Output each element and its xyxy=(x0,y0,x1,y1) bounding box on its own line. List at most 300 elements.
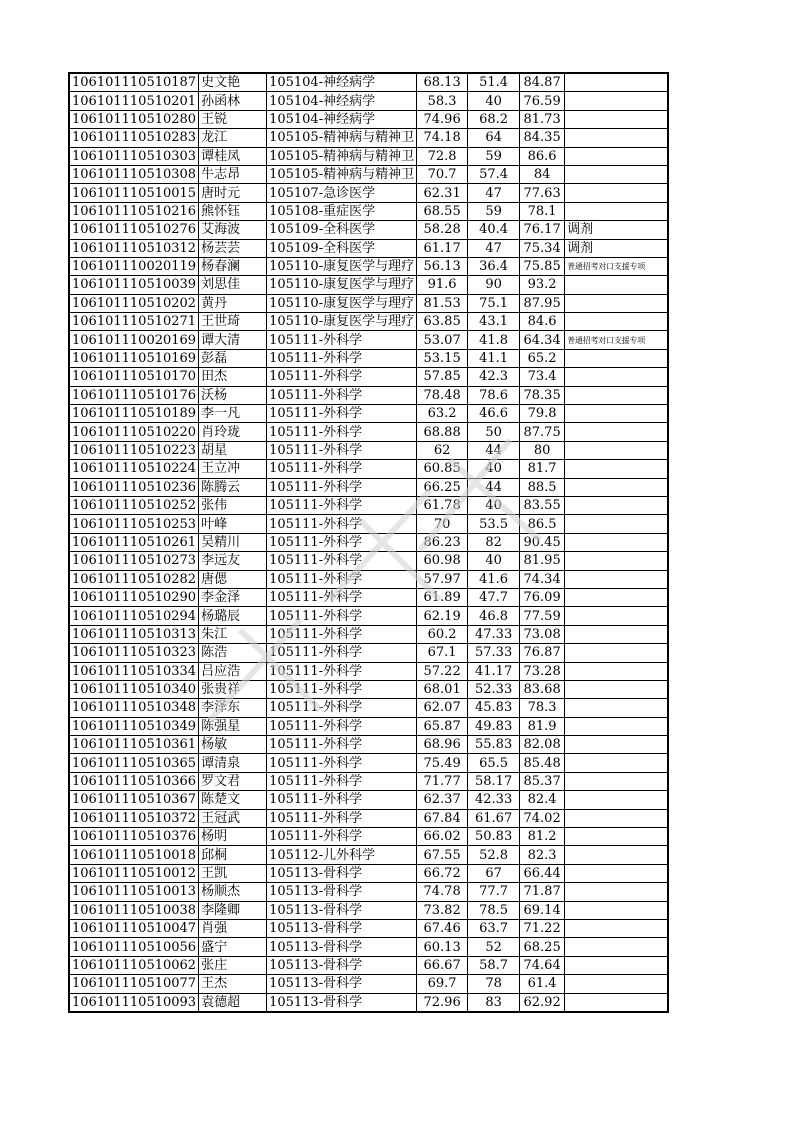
written-score-cell: 36.4 xyxy=(468,257,520,275)
major-cell: 105104-神经病学 xyxy=(267,110,417,128)
name-cell: 唐偲 xyxy=(199,570,267,588)
written-score-cell: 78.5 xyxy=(468,901,520,919)
table-row xyxy=(69,515,668,533)
exam-id-cell: 106101110510376 xyxy=(69,828,199,846)
major-cell: 105110-康复医学与理疗 xyxy=(267,294,417,312)
major-cell: 105111-外科学 xyxy=(267,496,417,514)
written-score-cell: 68.2 xyxy=(468,110,520,128)
exam-id-cell: 106101110510216 xyxy=(69,202,199,220)
table-row xyxy=(69,607,668,625)
note-cell xyxy=(565,110,668,128)
interview-score-cell: 82.3 xyxy=(520,846,565,864)
exam-id-cell: 106101110510253 xyxy=(69,515,199,533)
interview-score-cell: 86.6 xyxy=(520,147,565,165)
exam-id-cell: 106101110510047 xyxy=(69,919,199,937)
name-cell: 罗文君 xyxy=(199,772,267,790)
written-score-cell: 50.83 xyxy=(468,828,520,846)
note-cell xyxy=(565,791,668,809)
interview-score-cell: 74.02 xyxy=(520,809,565,827)
written-score-cell: 78 xyxy=(468,975,520,993)
written-score-cell: 78.6 xyxy=(468,386,520,404)
exam-id-cell: 106101110020119 xyxy=(69,257,199,275)
note-cell xyxy=(565,625,668,643)
total-score-cell: 53.07 xyxy=(417,331,468,349)
written-score-cell: 42.33 xyxy=(468,791,520,809)
note-cell xyxy=(565,478,668,496)
note-cell xyxy=(565,276,668,294)
total-score-cell: 66.02 xyxy=(417,828,468,846)
exam-id-cell: 106101110510282 xyxy=(69,570,199,588)
total-score-cell: 67.1 xyxy=(417,644,468,662)
written-score-cell: 41.17 xyxy=(468,662,520,680)
interview-score-cell: 74.34 xyxy=(520,570,565,588)
written-score-cell: 47.33 xyxy=(468,625,520,643)
score-table xyxy=(68,72,669,1013)
interview-score-cell: 64.34 xyxy=(520,331,565,349)
total-score-cell: 81.53 xyxy=(417,294,468,312)
note-cell xyxy=(565,736,668,754)
major-cell: 105111-外科学 xyxy=(267,680,417,698)
exam-id-cell: 106101110510223 xyxy=(69,441,199,459)
written-score-cell: 46.8 xyxy=(468,607,520,625)
major-cell: 105113-骨科学 xyxy=(267,919,417,937)
table-row xyxy=(69,864,668,882)
major-cell: 105104-神经病学 xyxy=(267,73,417,92)
interview-score-cell: 74.64 xyxy=(520,956,565,974)
name-cell: 杨明 xyxy=(199,828,267,846)
written-score-cell: 41.1 xyxy=(468,349,520,367)
name-cell: 沃杨 xyxy=(199,386,267,404)
name-cell: 朱江 xyxy=(199,625,267,643)
major-cell: 105111-外科学 xyxy=(267,717,417,735)
written-score-cell: 53.5 xyxy=(468,515,520,533)
note-cell xyxy=(565,441,668,459)
interview-score-cell: 73.08 xyxy=(520,625,565,643)
written-score-cell: 52.33 xyxy=(468,680,520,698)
note-cell xyxy=(565,864,668,882)
interview-score-cell: 88.5 xyxy=(520,478,565,496)
total-score-cell: 61.78 xyxy=(417,496,468,514)
note-cell xyxy=(565,699,668,717)
name-cell: 谭桂凤 xyxy=(199,147,267,165)
table-row xyxy=(69,644,668,662)
note-cell xyxy=(565,975,668,993)
interview-score-cell: 82.08 xyxy=(520,736,565,754)
interview-score-cell: 90.45 xyxy=(520,533,565,551)
major-cell: 105113-骨科学 xyxy=(267,883,417,901)
name-cell: 杨春澜 xyxy=(199,257,267,275)
note-cell xyxy=(565,809,668,827)
table-row xyxy=(69,110,668,128)
major-cell: 105112-儿外科学 xyxy=(267,846,417,864)
table-row xyxy=(69,809,668,827)
note-cell: 普通招考对口支援专项 xyxy=(565,257,668,275)
interview-score-cell: 81.7 xyxy=(520,460,565,478)
written-score-cell: 57.33 xyxy=(468,644,520,662)
table-row xyxy=(69,662,668,680)
name-cell: 吕应浩 xyxy=(199,662,267,680)
note-cell xyxy=(565,368,668,386)
name-cell: 李金泽 xyxy=(199,588,267,606)
table-row xyxy=(69,165,668,183)
major-cell: 105111-外科学 xyxy=(267,736,417,754)
major-cell: 105108-重症医学 xyxy=(267,202,417,220)
name-cell: 牛志昂 xyxy=(199,165,267,183)
total-score-cell: 72.8 xyxy=(417,147,468,165)
exam-id-cell: 106101110510303 xyxy=(69,147,199,165)
written-score-cell: 90 xyxy=(468,276,520,294)
exam-id-cell: 106101110510038 xyxy=(69,901,199,919)
exam-id-cell: 106101110510283 xyxy=(69,129,199,147)
total-score-cell: 62 xyxy=(417,441,468,459)
exam-id-cell: 106101110510077 xyxy=(69,975,199,993)
major-cell: 105104-神经病学 xyxy=(267,92,417,110)
interview-score-cell: 82.4 xyxy=(520,791,565,809)
name-cell: 王立冲 xyxy=(199,460,267,478)
exam-id-cell: 106101110510261 xyxy=(69,533,199,551)
interview-score-cell: 78.3 xyxy=(520,699,565,717)
total-score-cell: 73.82 xyxy=(417,901,468,919)
name-cell: 胡星 xyxy=(199,441,267,459)
written-score-cell: 46.6 xyxy=(468,405,520,423)
note-cell xyxy=(565,552,668,570)
interview-score-cell: 81.2 xyxy=(520,828,565,846)
table-row xyxy=(69,625,668,643)
written-score-cell: 67 xyxy=(468,864,520,882)
exam-id-cell: 106101110510308 xyxy=(69,165,199,183)
note-cell xyxy=(565,202,668,220)
major-cell: 105111-外科学 xyxy=(267,570,417,588)
interview-score-cell: 65.2 xyxy=(520,349,565,367)
major-cell: 105113-骨科学 xyxy=(267,864,417,882)
major-cell: 105111-外科学 xyxy=(267,607,417,625)
written-score-cell: 64 xyxy=(468,129,520,147)
interview-score-cell: 93.2 xyxy=(520,276,565,294)
total-score-cell: 68.01 xyxy=(417,680,468,698)
name-cell: 李一凡 xyxy=(199,405,267,423)
exam-id-cell: 106101110510202 xyxy=(69,294,199,312)
interview-score-cell: 68.25 xyxy=(520,938,565,956)
table-row xyxy=(69,221,668,239)
note-cell xyxy=(565,349,668,367)
total-score-cell: 70.7 xyxy=(417,165,468,183)
total-score-cell: 62.37 xyxy=(417,791,468,809)
exam-id-cell: 106101110510276 xyxy=(69,221,199,239)
exam-id-cell: 106101110510039 xyxy=(69,276,199,294)
note-cell xyxy=(565,754,668,772)
total-score-cell: 60.85 xyxy=(417,460,468,478)
table-row xyxy=(69,680,668,698)
total-score-cell: 53.15 xyxy=(417,349,468,367)
written-score-cell: 50 xyxy=(468,423,520,441)
exam-id-cell: 106101110510290 xyxy=(69,588,199,606)
table-row xyxy=(69,993,668,1012)
written-score-cell: 44 xyxy=(468,441,520,459)
interview-score-cell: 73.4 xyxy=(520,368,565,386)
major-cell: 105105-精神病与精神卫 xyxy=(267,147,417,165)
total-score-cell: 91.6 xyxy=(417,276,468,294)
total-score-cell: 60.2 xyxy=(417,625,468,643)
written-score-cell: 41.8 xyxy=(468,331,520,349)
exam-id-cell: 106101110510273 xyxy=(69,552,199,570)
table-row xyxy=(69,184,668,202)
name-cell: 杨顺杰 xyxy=(199,883,267,901)
major-cell: 105111-外科学 xyxy=(267,588,417,606)
total-score-cell: 66.72 xyxy=(417,864,468,882)
note-cell xyxy=(565,405,668,423)
interview-score-cell: 76.17 xyxy=(520,221,565,239)
exam-id-cell: 106101110510361 xyxy=(69,736,199,754)
exam-id-cell: 106101110510201 xyxy=(69,92,199,110)
note-cell xyxy=(565,662,668,680)
interview-score-cell: 69.14 xyxy=(520,901,565,919)
exam-id-cell: 106101110510280 xyxy=(69,110,199,128)
table-row xyxy=(69,368,668,386)
table-row xyxy=(69,294,668,312)
exam-id-cell: 106101110510056 xyxy=(69,938,199,956)
note-cell xyxy=(565,956,668,974)
table-row xyxy=(69,239,668,257)
note-cell xyxy=(565,772,668,790)
written-score-cell: 55.83 xyxy=(468,736,520,754)
interview-score-cell: 83.55 xyxy=(520,496,565,514)
name-cell: 刘思佳 xyxy=(199,276,267,294)
exam-id-cell: 106101110510349 xyxy=(69,717,199,735)
name-cell: 李隆卿 xyxy=(199,901,267,919)
note-cell xyxy=(565,460,668,478)
interview-score-cell: 77.59 xyxy=(520,607,565,625)
note-cell: 调剂 xyxy=(565,221,668,239)
note-cell xyxy=(565,73,668,92)
total-score-cell: 62.07 xyxy=(417,699,468,717)
name-cell: 杨芸芸 xyxy=(199,239,267,257)
written-score-cell: 41.6 xyxy=(468,570,520,588)
major-cell: 105111-外科学 xyxy=(267,662,417,680)
table-row xyxy=(69,533,668,551)
major-cell: 105113-骨科学 xyxy=(267,938,417,956)
interview-score-cell: 84.87 xyxy=(520,73,565,92)
total-score-cell: 68.13 xyxy=(417,73,468,92)
exam-id-cell: 106101110510372 xyxy=(69,809,199,827)
written-score-cell: 83 xyxy=(468,993,520,1012)
total-score-cell: 71.77 xyxy=(417,772,468,790)
name-cell: 王锐 xyxy=(199,110,267,128)
exam-id-cell: 106101110510313 xyxy=(69,625,199,643)
table-body xyxy=(69,73,668,1012)
interview-score-cell: 80 xyxy=(520,441,565,459)
name-cell: 盛宁 xyxy=(199,938,267,956)
name-cell: 李远友 xyxy=(199,552,267,570)
table-row xyxy=(69,736,668,754)
exam-id-cell: 106101110510252 xyxy=(69,496,199,514)
total-score-cell: 61.17 xyxy=(417,239,468,257)
written-score-cell: 40 xyxy=(468,92,520,110)
table-row xyxy=(69,699,668,717)
table-row xyxy=(69,552,668,570)
exam-id-cell: 106101110510348 xyxy=(69,699,199,717)
name-cell: 吴精川 xyxy=(199,533,267,551)
exam-id-cell: 106101110510323 xyxy=(69,644,199,662)
table-row xyxy=(69,901,668,919)
table-row xyxy=(69,349,668,367)
written-score-cell: 47 xyxy=(468,184,520,202)
total-score-cell: 65.87 xyxy=(417,717,468,735)
exam-id-cell: 106101110510367 xyxy=(69,791,199,809)
major-cell: 105111-外科学 xyxy=(267,625,417,643)
interview-score-cell: 84.6 xyxy=(520,313,565,331)
exam-id-cell: 106101110020169 xyxy=(69,331,199,349)
written-score-cell: 47 xyxy=(468,239,520,257)
note-cell xyxy=(565,515,668,533)
exam-id-cell: 106101110510018 xyxy=(69,846,199,864)
total-score-cell: 67.46 xyxy=(417,919,468,937)
note-cell xyxy=(565,883,668,901)
written-score-cell: 43.1 xyxy=(468,313,520,331)
name-cell: 肖强 xyxy=(199,919,267,937)
total-score-cell: 61.89 xyxy=(417,588,468,606)
exam-id-cell: 106101110510220 xyxy=(69,423,199,441)
note-cell xyxy=(565,92,668,110)
table-row xyxy=(69,386,668,404)
major-cell: 105111-外科学 xyxy=(267,478,417,496)
exam-id-cell: 106101110510294 xyxy=(69,607,199,625)
exam-id-cell: 106101110510224 xyxy=(69,460,199,478)
written-score-cell: 49.83 xyxy=(468,717,520,735)
name-cell: 田杰 xyxy=(199,368,267,386)
name-cell: 唐时元 xyxy=(199,184,267,202)
name-cell: 黄丹 xyxy=(199,294,267,312)
exam-id-cell: 106101110510015 xyxy=(69,184,199,202)
major-cell: 105111-外科学 xyxy=(267,533,417,551)
name-cell: 彭磊 xyxy=(199,349,267,367)
table-row xyxy=(69,276,668,294)
total-score-cell: 69.7 xyxy=(417,975,468,993)
major-cell: 105111-外科学 xyxy=(267,423,417,441)
table-row xyxy=(69,717,668,735)
major-cell: 105111-外科学 xyxy=(267,368,417,386)
interview-score-cell: 71.22 xyxy=(520,919,565,937)
major-cell: 105111-外科学 xyxy=(267,699,417,717)
major-cell: 105111-外科学 xyxy=(267,828,417,846)
major-cell: 105111-外科学 xyxy=(267,552,417,570)
table-row xyxy=(69,460,668,478)
written-score-cell: 59 xyxy=(468,202,520,220)
note-cell xyxy=(565,588,668,606)
name-cell: 张伟 xyxy=(199,496,267,514)
note-cell xyxy=(565,184,668,202)
name-cell: 袁德超 xyxy=(199,993,267,1012)
exam-id-cell: 106101110510366 xyxy=(69,772,199,790)
name-cell: 张庄 xyxy=(199,956,267,974)
name-cell: 杨璐辰 xyxy=(199,607,267,625)
total-score-cell: 57.85 xyxy=(417,368,468,386)
name-cell: 叶峰 xyxy=(199,515,267,533)
note-cell xyxy=(565,533,668,551)
major-cell: 105110-康复医学与理疗 xyxy=(267,257,417,275)
major-cell: 105111-外科学 xyxy=(267,644,417,662)
written-score-cell: 52 xyxy=(468,938,520,956)
note-cell xyxy=(565,386,668,404)
note-cell xyxy=(565,570,668,588)
exam-id-cell: 106101110510187 xyxy=(69,73,199,92)
written-score-cell: 42.3 xyxy=(468,368,520,386)
note-cell xyxy=(565,165,668,183)
total-score-cell: 74.78 xyxy=(417,883,468,901)
written-score-cell: 52.8 xyxy=(468,846,520,864)
total-score-cell: 74.96 xyxy=(417,110,468,128)
interview-score-cell: 87.75 xyxy=(520,423,565,441)
major-cell: 105111-外科学 xyxy=(267,754,417,772)
interview-score-cell: 78.35 xyxy=(520,386,565,404)
table-row xyxy=(69,313,668,331)
interview-score-cell: 85.48 xyxy=(520,754,565,772)
written-score-cell: 40 xyxy=(468,496,520,514)
name-cell: 陈浩 xyxy=(199,644,267,662)
interview-score-cell: 84 xyxy=(520,165,565,183)
written-score-cell: 44 xyxy=(468,478,520,496)
major-cell: 105113-骨科学 xyxy=(267,901,417,919)
total-score-cell: 60.13 xyxy=(417,938,468,956)
exam-id-cell: 106101110510312 xyxy=(69,239,199,257)
written-score-cell: 40 xyxy=(468,552,520,570)
exam-id-cell: 106101110510365 xyxy=(69,754,199,772)
name-cell: 谭清泉 xyxy=(199,754,267,772)
major-cell: 105113-骨科学 xyxy=(267,956,417,974)
interview-score-cell: 76.59 xyxy=(520,92,565,110)
name-cell: 陈腾云 xyxy=(199,478,267,496)
written-score-cell: 40 xyxy=(468,460,520,478)
major-cell: 105113-骨科学 xyxy=(267,975,417,993)
written-score-cell: 51.4 xyxy=(468,73,520,92)
note-cell xyxy=(565,129,668,147)
written-score-cell: 57.4 xyxy=(468,165,520,183)
interview-score-cell: 62.92 xyxy=(520,993,565,1012)
interview-score-cell: 85.37 xyxy=(520,772,565,790)
name-cell: 李泽东 xyxy=(199,699,267,717)
table-row xyxy=(69,846,668,864)
total-score-cell: 56.13 xyxy=(417,257,468,275)
interview-score-cell: 76.87 xyxy=(520,644,565,662)
table-row xyxy=(69,441,668,459)
major-cell: 105111-外科学 xyxy=(267,791,417,809)
written-score-cell: 58.7 xyxy=(468,956,520,974)
table-row xyxy=(69,754,668,772)
major-cell: 105111-外科学 xyxy=(267,460,417,478)
exam-id-cell: 106101110510093 xyxy=(69,993,199,1012)
name-cell: 王杰 xyxy=(199,975,267,993)
interview-score-cell: 66.44 xyxy=(520,864,565,882)
table-row xyxy=(69,423,668,441)
table-row xyxy=(69,588,668,606)
major-cell: 105110-康复医学与理疗 xyxy=(267,313,417,331)
exam-id-cell: 106101110510334 xyxy=(69,662,199,680)
written-score-cell: 77.7 xyxy=(468,883,520,901)
table-row xyxy=(69,202,668,220)
exam-id-cell: 106101110510169 xyxy=(69,349,199,367)
interview-score-cell: 61.4 xyxy=(520,975,565,993)
written-score-cell: 45.83 xyxy=(468,699,520,717)
total-score-cell: 68.55 xyxy=(417,202,468,220)
note-cell xyxy=(565,993,668,1012)
total-score-cell: 63.85 xyxy=(417,313,468,331)
note-cell xyxy=(565,846,668,864)
exam-id-cell: 106101110510012 xyxy=(69,864,199,882)
name-cell: 熊怀钰 xyxy=(199,202,267,220)
exam-id-cell: 106101110510189 xyxy=(69,405,199,423)
note-cell: 调剂 xyxy=(565,239,668,257)
table-row xyxy=(69,956,668,974)
interview-score-cell: 83.68 xyxy=(520,680,565,698)
